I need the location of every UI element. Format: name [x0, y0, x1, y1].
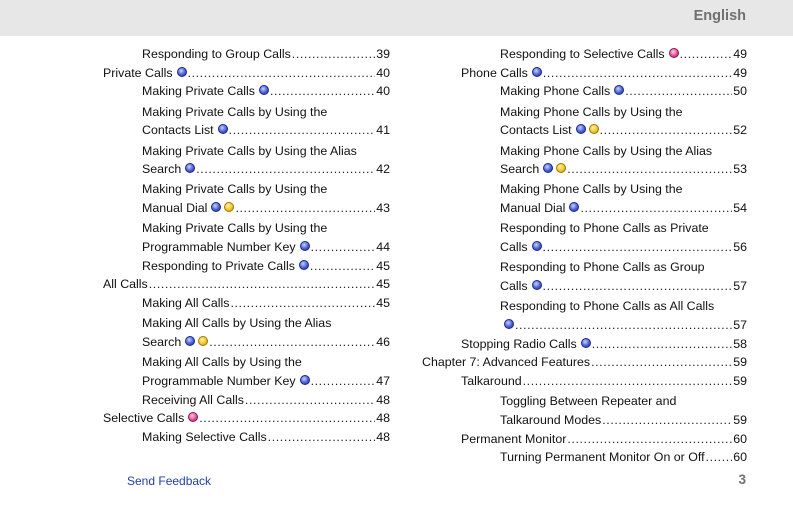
toc-column-right	[422, 45, 747, 467]
header-bar	[0, 0, 793, 36]
dot-leader	[209, 333, 375, 352]
toc-entry[interactable]	[422, 372, 747, 391]
toc-entry[interactable]	[422, 297, 747, 334]
toc-entry[interactable]	[422, 64, 747, 83]
toc-page-number: 42	[376, 162, 390, 177]
yellow-circle-icon	[224, 202, 234, 212]
toc-entry-title: Making Private Calls by Using the Alias	[142, 143, 357, 158]
blue-circle-icon	[259, 85, 269, 95]
dot-leader	[591, 353, 732, 372]
pink-circle-icon	[188, 412, 198, 422]
toc-entry-title: Making Phone Calls by Using the	[500, 182, 683, 197]
toc-entry[interactable]	[422, 335, 747, 354]
dot-leader	[270, 82, 375, 101]
toc-entry[interactable]	[103, 64, 390, 83]
blue-circle-icon	[300, 241, 310, 251]
toc-page-number: 49	[733, 65, 747, 80]
dot-leader	[188, 64, 376, 83]
toc-entry-title: Responding to Selective Calls	[500, 47, 665, 61]
yellow-circle-icon	[198, 336, 208, 346]
yellow-circle-icon	[556, 163, 566, 173]
toc-entry-title: Stopping Radio Calls	[461, 336, 577, 351]
toc-entry-title: Responding to Group Calls	[142, 47, 291, 61]
toc-entry-title: Search	[142, 335, 182, 350]
toc-entry-title: Responding to Phone Calls as All Calls	[500, 299, 715, 314]
toc-page-number: 59	[733, 355, 747, 370]
blue-circle-icon	[177, 67, 187, 77]
toc-entry-title: Making Phone Calls by Using the	[500, 104, 683, 119]
toc-entry[interactable]	[422, 353, 747, 372]
blue-circle-icon	[543, 163, 553, 173]
blue-circle-icon	[504, 319, 514, 329]
toc-page-number: 41	[376, 123, 390, 138]
toc-entry-title: Programmable Number Key	[142, 240, 296, 255]
toc-entry[interactable]	[422, 258, 747, 295]
dot-leader	[245, 391, 375, 410]
toc-page-number: 48	[376, 411, 390, 426]
blue-circle-icon	[299, 260, 309, 270]
toc-page-number: 48	[376, 430, 390, 445]
toc-entry-title: Permanent Monitor	[461, 431, 567, 446]
toc-page-number: 52	[733, 123, 747, 138]
toc-page-number: 45	[376, 296, 390, 311]
dot-leader	[268, 428, 376, 447]
toc-entry[interactable]	[422, 103, 747, 140]
toc-entry-title: Making Private Calls by Using the	[142, 104, 328, 119]
toc-entry[interactable]	[422, 219, 747, 256]
dot-leader	[199, 409, 375, 428]
toc-entry-title: Calls	[500, 240, 528, 255]
toc-page-number: 39	[376, 47, 390, 61]
dot-leader	[523, 372, 733, 391]
language-label: English	[693, 8, 746, 24]
dot-leader	[543, 238, 733, 257]
pink-circle-icon	[669, 48, 679, 58]
toc-entry-title: Making Private Calls by Using the	[142, 221, 328, 236]
dot-leader	[567, 160, 732, 179]
dot-leader	[515, 316, 732, 335]
toc-entry-title: Making Phone Calls by Using the Alias	[500, 143, 713, 158]
toc-entry-title: Programmable Number Key	[142, 373, 296, 388]
dot-leader	[706, 448, 733, 467]
toc-entry[interactable]	[422, 392, 747, 429]
blue-circle-icon	[211, 202, 221, 212]
toc-page-number: 58	[733, 336, 747, 351]
toc-entry[interactable]	[103, 103, 390, 140]
toc-entry-title: All Calls	[103, 277, 148, 292]
dot-leader	[600, 121, 733, 140]
toc-entry-title: Manual Dial	[142, 201, 208, 216]
toc-page-number: 40	[376, 65, 390, 80]
toc-page-number: 54	[733, 201, 747, 216]
toc-entry-title: Responding to Phone Calls as Private	[500, 221, 709, 236]
toc-entry-title: Making Selective Calls	[142, 430, 267, 445]
dot-leader	[543, 64, 732, 83]
dot-leader	[625, 82, 732, 101]
toc-page-number: 50	[733, 84, 747, 99]
dot-leader	[311, 372, 376, 391]
toc-page-number: 44	[376, 240, 390, 255]
toc-entry-title: Responding to Phone Calls as Group	[500, 260, 705, 275]
toc-page-number: 56	[733, 240, 747, 255]
toc-page-number: 47	[376, 373, 390, 388]
toc-entry-title: Making Phone Calls	[500, 84, 611, 99]
toc-entry-title: Receiving All Calls	[142, 392, 244, 407]
toc-entry-title: Making All Calls by Using the	[142, 355, 302, 370]
blue-circle-icon	[218, 124, 228, 134]
send-feedback-link[interactable]: Send Feedback	[127, 474, 212, 488]
dot-leader	[310, 257, 375, 276]
toc-entry-title: Turning Permanent Monitor On or Off	[500, 450, 705, 465]
toc-page-number: 45	[376, 258, 390, 273]
toc-entry-title: Manual Dial	[500, 201, 566, 216]
page-number: 3	[738, 472, 746, 487]
toc-page-number: 49	[733, 47, 747, 61]
toc-entry[interactable]	[103, 314, 390, 351]
toc-entry-title: Contacts List	[142, 123, 214, 138]
toc-entry-title: Phone Calls	[461, 65, 528, 80]
toc-entry[interactable]	[422, 45, 747, 64]
toc-page-number: 57	[733, 278, 747, 293]
dot-leader	[311, 238, 376, 257]
toc-page-number: 59	[733, 412, 747, 427]
toc-entry-title: Chapter 7: Advanced Features	[422, 355, 591, 370]
dot-leader	[292, 45, 375, 64]
dot-leader	[235, 199, 375, 218]
yellow-circle-icon	[589, 124, 599, 134]
blue-circle-icon	[185, 336, 195, 346]
toc-entry-title: Search	[500, 162, 540, 177]
toc-entry-title: Making All Calls by Using the Alias	[142, 316, 332, 331]
toc-entry-title: Talkaround Modes	[500, 412, 602, 427]
toc-page-number: 46	[376, 335, 390, 350]
blue-circle-icon	[532, 67, 542, 77]
toc-entry[interactable]	[103, 219, 390, 256]
toc-entry-title: Making All Calls	[142, 296, 230, 311]
toc-entry-title: Contacts List	[500, 123, 572, 138]
toc-entry-title: Talkaround	[461, 373, 522, 388]
blue-circle-icon	[581, 338, 591, 348]
toc-entry[interactable]	[103, 257, 390, 276]
blue-circle-icon	[532, 241, 542, 251]
toc-entry[interactable]	[103, 180, 390, 217]
dot-leader	[543, 277, 733, 296]
blue-circle-icon	[576, 124, 586, 134]
toc-column-left	[103, 45, 390, 447]
toc-page-number: 59	[733, 373, 747, 388]
toc-page-number: 40	[376, 84, 390, 99]
toc-page-number: 57	[733, 317, 747, 332]
toc-entry[interactable]	[422, 82, 747, 101]
toc-entry[interactable]	[103, 142, 390, 179]
toc-entry-title: Calls	[500, 278, 528, 293]
toc-entry[interactable]	[422, 430, 747, 449]
toc-entry[interactable]	[103, 353, 390, 390]
dot-leader	[196, 160, 375, 179]
dot-leader	[149, 275, 375, 294]
toc-entry[interactable]	[103, 428, 390, 447]
toc-entry-title: Private Calls	[103, 65, 173, 80]
blue-circle-icon	[185, 163, 195, 173]
toc-page-number: 43	[376, 201, 390, 216]
toc-page-number: 48	[376, 392, 390, 407]
blue-circle-icon	[300, 375, 310, 385]
toc-entry[interactable]	[103, 391, 390, 410]
blue-circle-icon	[569, 202, 579, 212]
toc-entry[interactable]	[103, 45, 390, 64]
toc-entry[interactable]	[103, 409, 390, 428]
toc-entry-title: Making Private Calls	[142, 84, 255, 99]
toc-page-number: 45	[376, 277, 390, 292]
dot-leader	[602, 411, 732, 430]
toc-entry[interactable]	[422, 448, 747, 467]
toc-page-number: 60	[733, 450, 747, 465]
dot-leader	[567, 430, 732, 449]
dot-leader	[229, 121, 376, 140]
toc-entry-title: Making Private Calls by Using the	[142, 182, 328, 197]
dot-leader	[680, 45, 733, 64]
toc-entry-title: Toggling Between Repeater and	[500, 394, 677, 409]
blue-circle-icon	[614, 85, 624, 95]
toc-entry-title: Selective Calls	[103, 411, 185, 426]
toc-page-number: 60	[733, 431, 747, 446]
dot-leader	[592, 335, 732, 354]
toc-entry[interactable]	[422, 180, 747, 217]
toc-entry[interactable]	[103, 82, 390, 101]
toc-page-number: 53	[733, 162, 747, 177]
dot-leader	[230, 294, 375, 313]
toc-entry-title: Responding to Private Calls	[142, 258, 295, 273]
blue-circle-icon	[532, 280, 542, 290]
toc-entry[interactable]	[103, 275, 390, 294]
dot-leader	[580, 199, 732, 218]
toc-entry[interactable]	[103, 294, 390, 313]
toc-entry-title: Search	[142, 162, 182, 177]
toc-entry[interactable]	[422, 142, 747, 179]
